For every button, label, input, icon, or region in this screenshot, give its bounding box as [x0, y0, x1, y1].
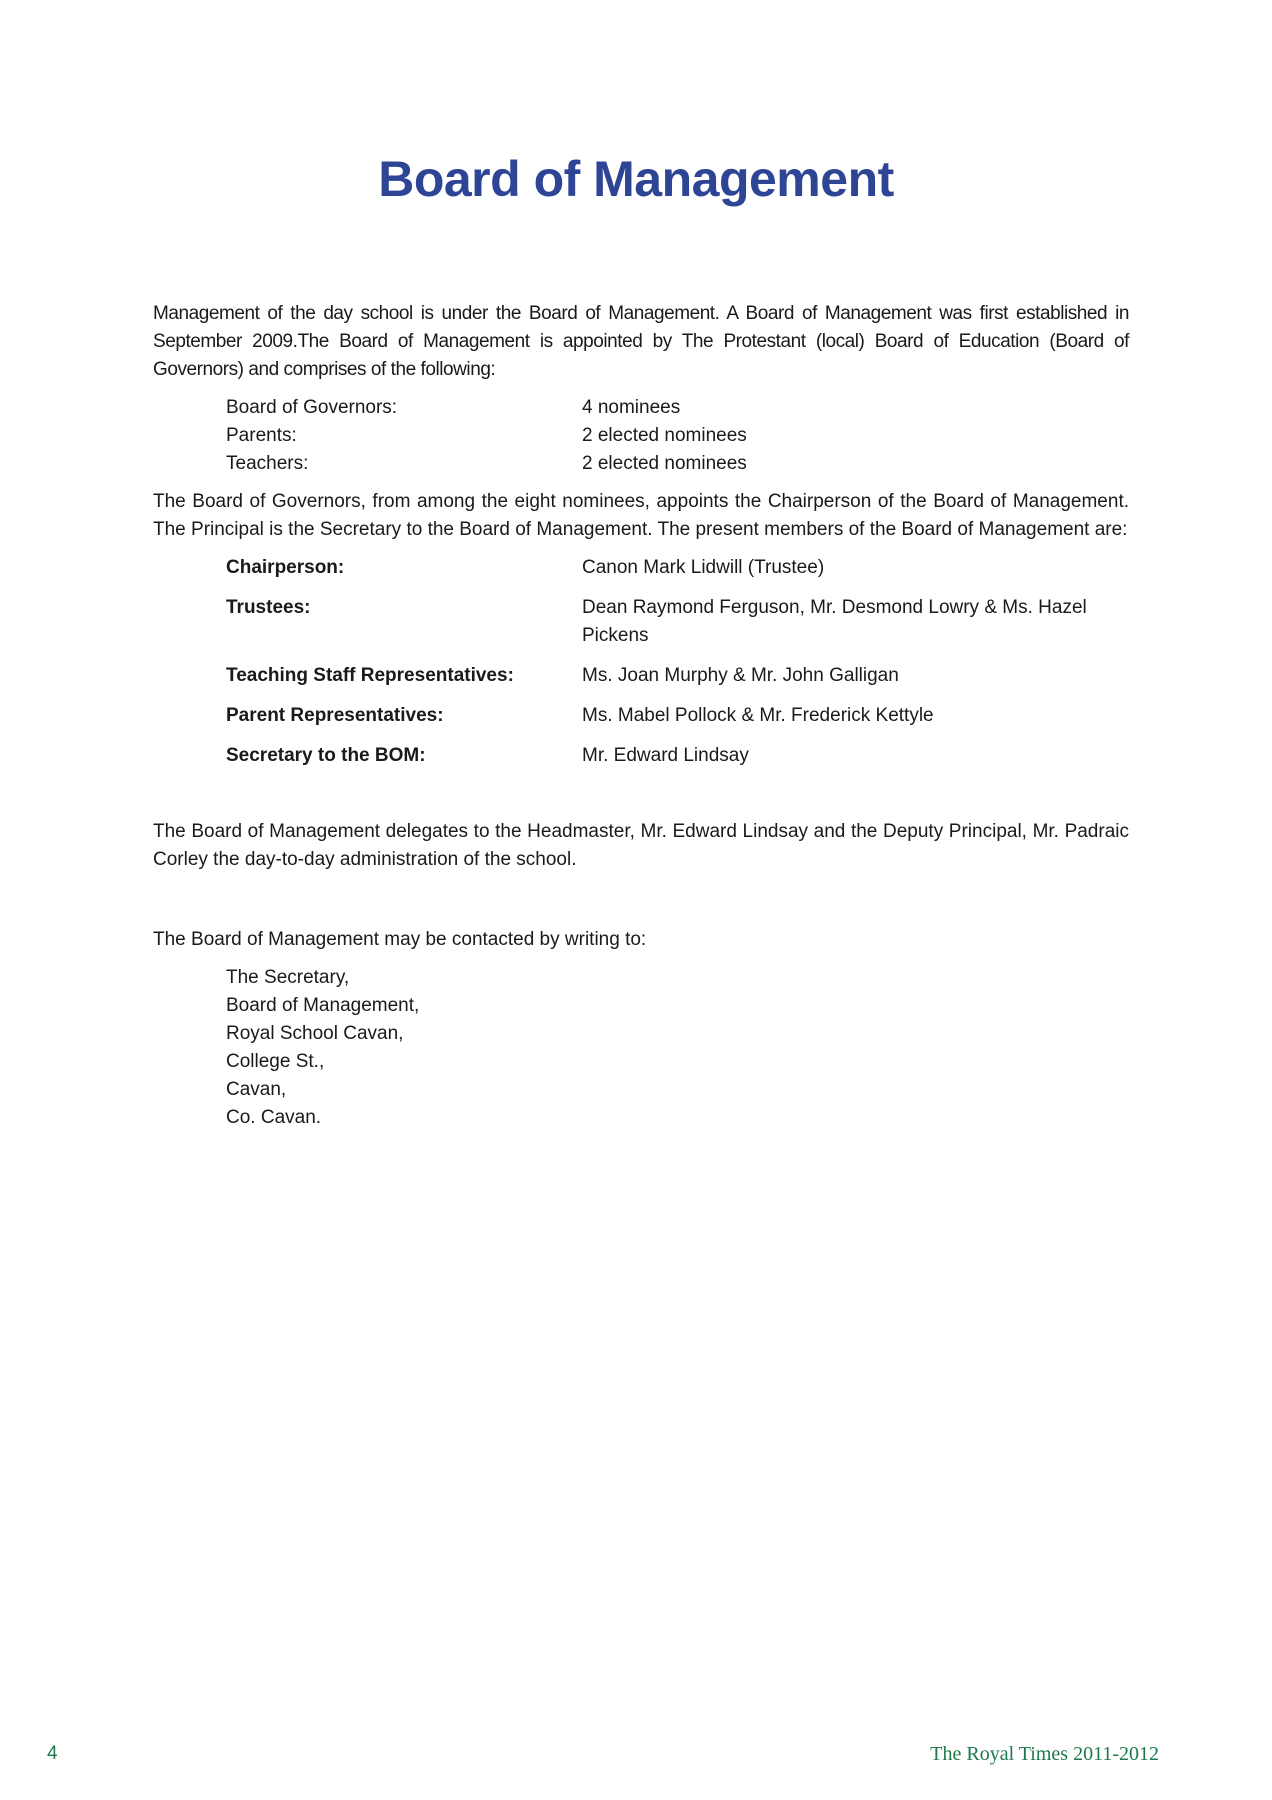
member-names: Ms. Joan Murphy & Mr. John Galligan: [582, 665, 899, 686]
address-line: College St.,: [226, 1051, 325, 1072]
composition-group: Teachers:: [226, 453, 309, 474]
member-row-chairperson: [226, 554, 1129, 582]
composition-group: Parents:: [226, 425, 297, 446]
member-row-parents: [226, 702, 1129, 730]
member-role: Chairperson:: [226, 557, 345, 578]
member-names: Dean Raymond Ferguson, Mr. Desmond Lowry & Ms. Hazel Pickens: [582, 597, 1087, 646]
postal-address: [226, 964, 1129, 1132]
page-number: 4: [47, 1743, 58, 1764]
member-role: Teaching Staff Representatives:: [226, 665, 514, 686]
address-line: Board of Management,: [226, 995, 420, 1016]
composition-row: [226, 394, 1129, 422]
members-list: [226, 554, 1129, 770]
address-line: Co. Cavan.: [226, 1107, 322, 1128]
member-names: Mr. Edward Lindsay: [582, 745, 749, 766]
address-line: The Secretary,: [226, 967, 350, 988]
publication-name: The Royal Times 2011-2012: [930, 1743, 1159, 1765]
composition-group: Board of Governors:: [226, 397, 398, 418]
address-line: Royal School Cavan,: [226, 1023, 404, 1044]
member-row-trustees: [226, 594, 1129, 650]
address-line: Cavan,: [226, 1079, 287, 1100]
composition-count: 2 elected nominees: [582, 425, 747, 446]
member-row-teaching-staff: [226, 662, 1129, 690]
member-names: Ms. Mabel Pollock & Mr. Frederick Kettyle: [582, 705, 934, 726]
composition-row: [226, 422, 1129, 450]
member-names: Canon Mark Lidwill (Trustee): [582, 557, 825, 578]
member-row-secretary: [226, 742, 1129, 770]
composition-list: [226, 394, 1129, 478]
composition-count: 4 nominees: [582, 397, 681, 418]
appointment-paragraph: The Board of Governors, from among the eight nominees, appoints the Chairperson of the Board of Management. The Principal is the Secretary to the Board of Management. The present members of the Board of Management are:: [153, 491, 1129, 540]
member-role: Parent Representatives:: [226, 705, 444, 726]
page-title: Board of Management: [378, 151, 894, 207]
composition-row: [226, 450, 1129, 478]
delegation-paragraph: The Board of Management delegates to the Headmaster, Mr. Edward Lindsay and the Deputy Principal, Mr. Padraic Corley the day-to-day administration of the school.: [153, 821, 1129, 870]
contact-intro: The Board of Management may be contacted by writing to:: [153, 929, 647, 950]
member-role: Trustees:: [226, 597, 311, 618]
intro-paragraph: Management of the day school is under the Board of Management. A Board of Management was first established in September 2009.The Board of Management is appointed by The Protestant (local) Board of Education (Board of Governors) and comprises of the following:: [153, 303, 1129, 380]
composition-count: 2 elected nominees: [582, 453, 747, 474]
member-role: Secretary to the BOM:: [226, 745, 426, 766]
document-body: [153, 300, 1129, 1132]
